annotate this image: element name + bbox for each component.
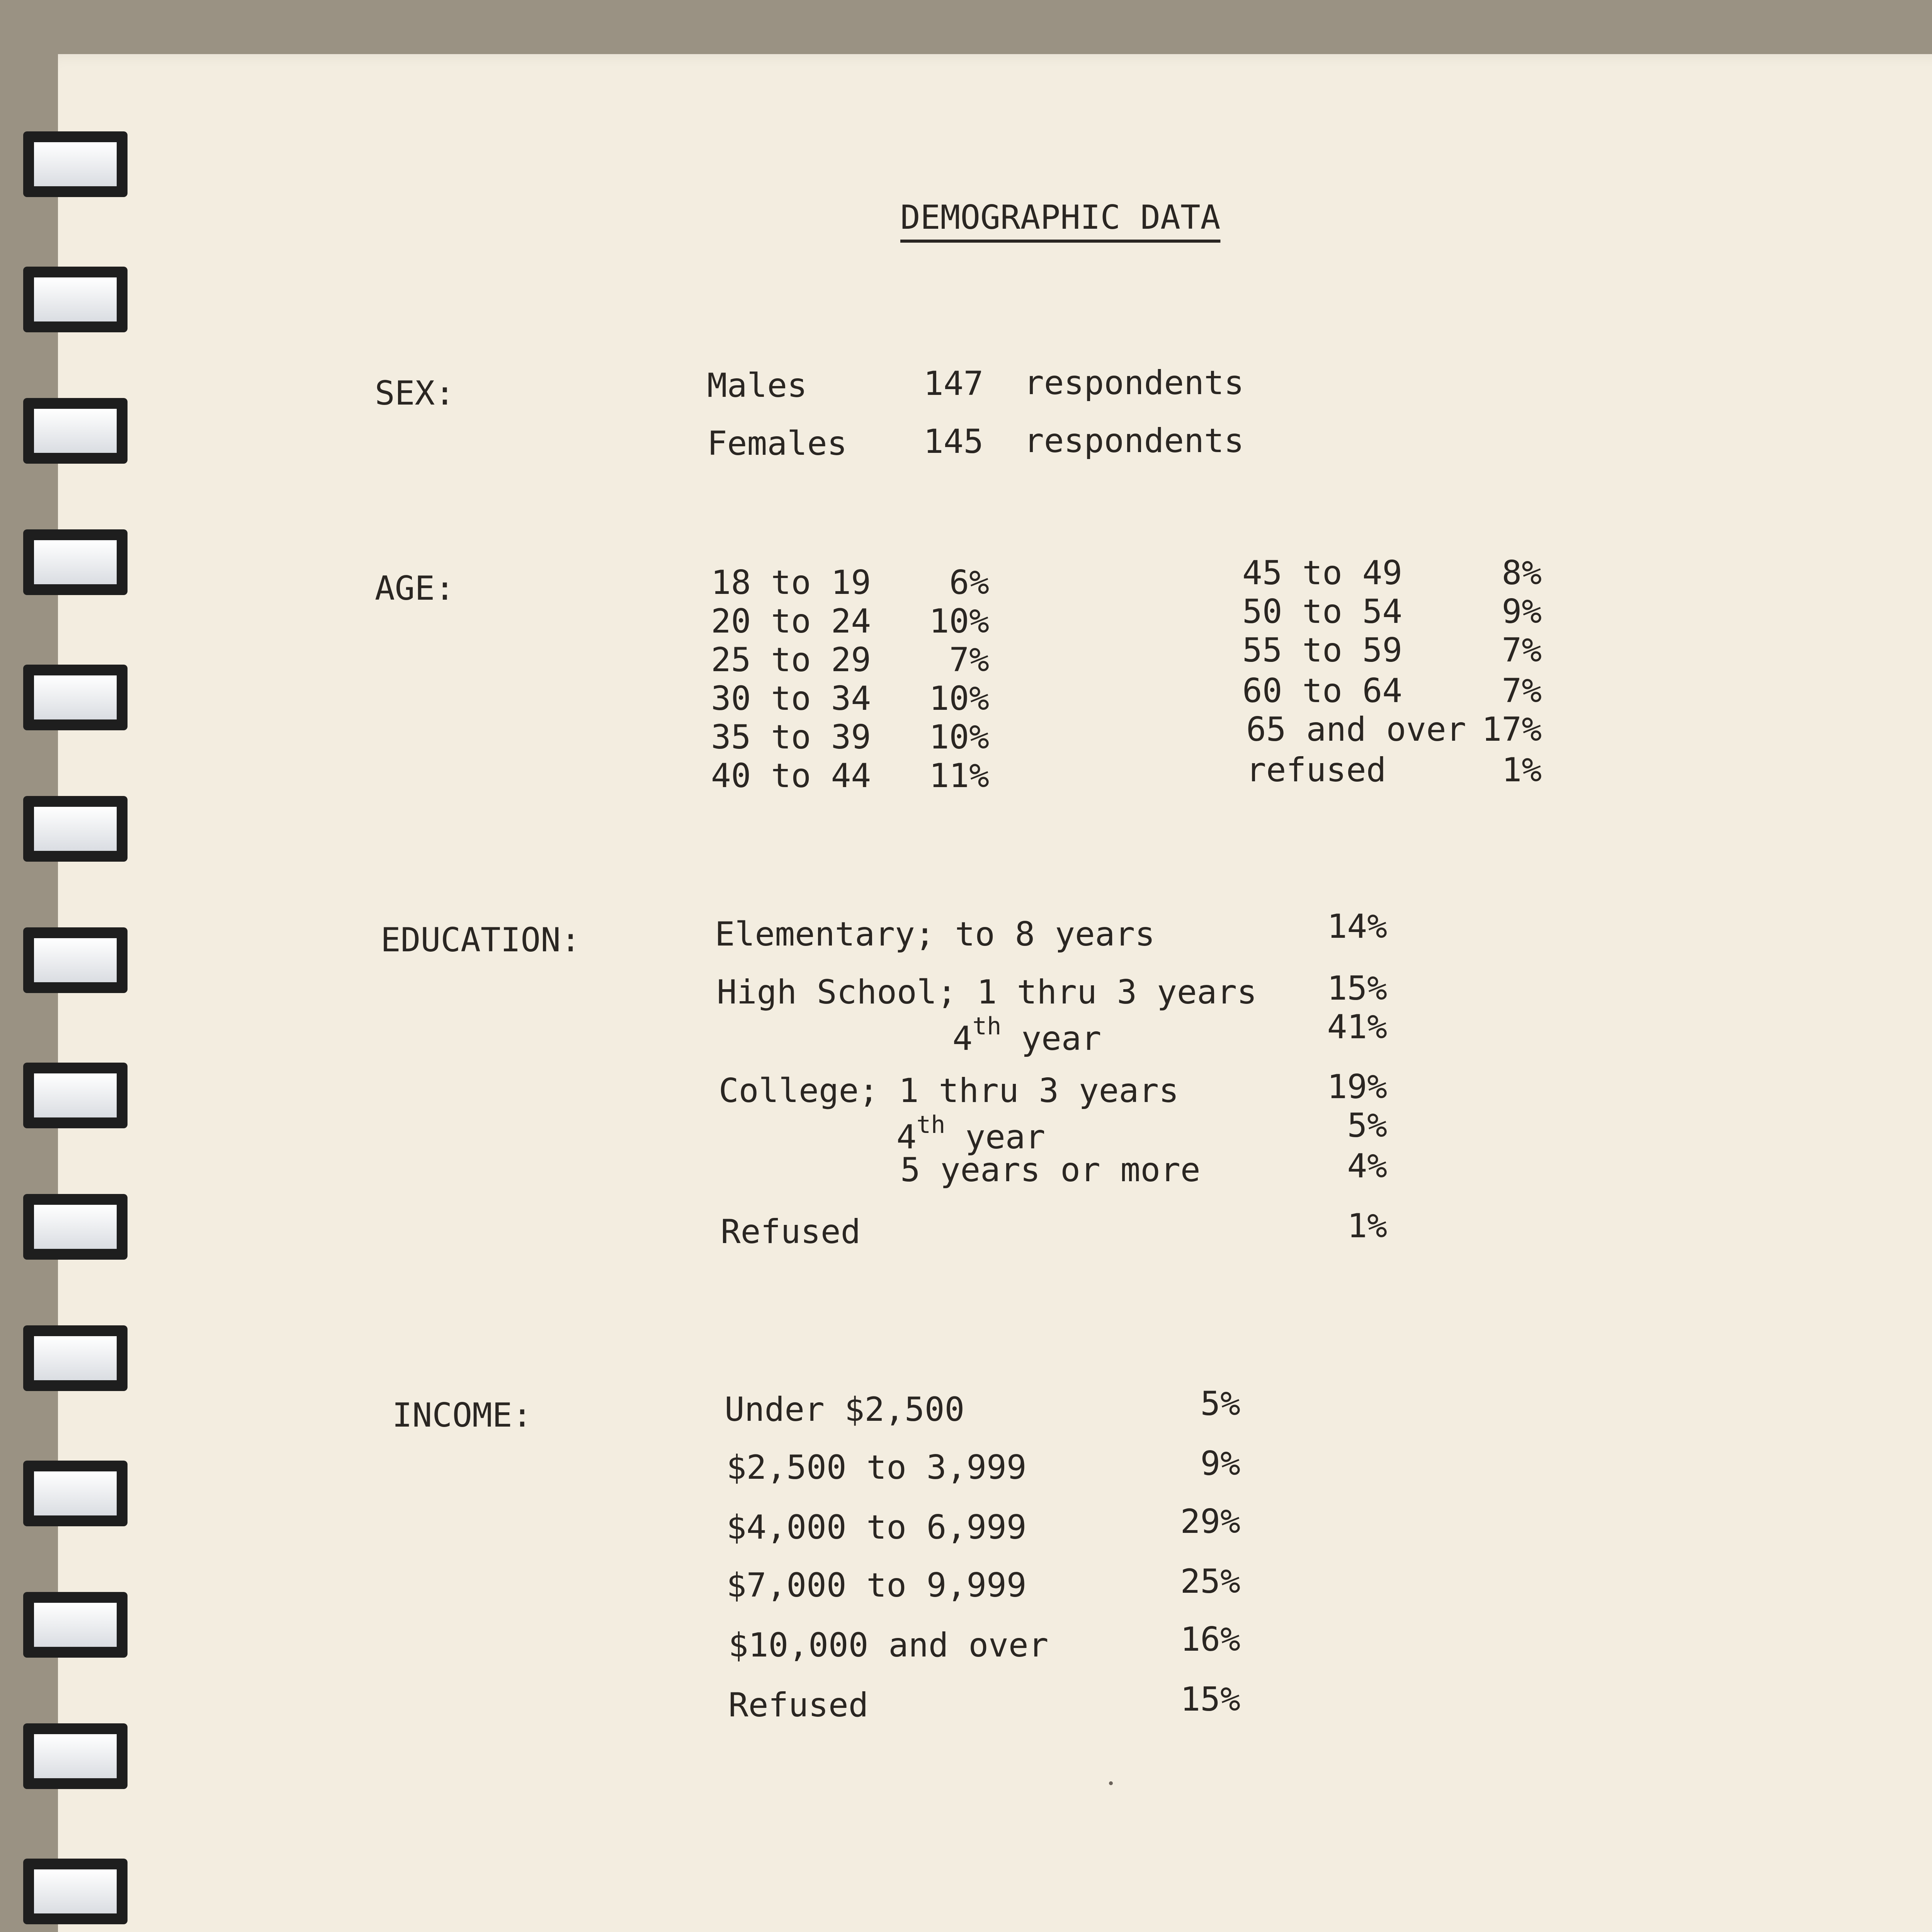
- spiral-binding: [12, 0, 135, 1932]
- age-range: 50 to 54: [1242, 592, 1403, 631]
- age-pct: 17%: [1481, 710, 1542, 749]
- education-pct: 41%: [1327, 1008, 1387, 1046]
- sex-row-label: Males: [707, 366, 807, 405]
- age-range: 25 to 29: [711, 641, 871, 679]
- sex-row-count: 145: [923, 422, 984, 461]
- age-pct: 10%: [929, 679, 989, 718]
- education-level: 5 years or more: [900, 1151, 1201, 1189]
- binding-ring: [23, 796, 128, 862]
- income-range: $10,000 and over: [728, 1626, 1049, 1665]
- education-level: Elementary; to 8 years: [715, 915, 1155, 954]
- age-pct: 8%: [1502, 554, 1542, 592]
- binding-ring: [23, 665, 128, 730]
- income-pct: 5%: [1200, 1384, 1240, 1423]
- age-range: 45 to 49: [1242, 554, 1403, 592]
- age-range: 55 to 59: [1242, 631, 1403, 670]
- page-title: DEMOGRAPHIC DATA: [900, 198, 1221, 237]
- age-pct: 7%: [1502, 672, 1542, 710]
- binding-ring: [23, 131, 128, 197]
- age-pct: 11%: [929, 757, 989, 795]
- income-section-label: INCOME:: [392, 1396, 532, 1435]
- binding-ring: [23, 529, 128, 595]
- age-pct: 7%: [949, 641, 989, 679]
- education-level: 4th year: [952, 1012, 1102, 1058]
- age-pct: 7%: [1502, 631, 1542, 670]
- education-level: College; 1 thru 3 years: [719, 1071, 1179, 1110]
- sex-row-label: Females: [707, 424, 847, 463]
- binding-ring: [23, 927, 128, 993]
- income-pct: 29%: [1180, 1502, 1240, 1541]
- paper-speck: [1109, 1781, 1113, 1785]
- income-range: $7,000 to 9,999: [726, 1566, 1027, 1605]
- binding-ring: [23, 1859, 128, 1924]
- age-range: 40 to 44: [711, 757, 871, 795]
- sex-row-unit: respondents: [1024, 364, 1244, 402]
- income-range: Under $2,500: [724, 1390, 965, 1429]
- education-pct: 4%: [1347, 1147, 1387, 1185]
- binding-ring: [23, 1194, 128, 1260]
- age-range: 18 to 19: [711, 563, 871, 602]
- income-pct: 9%: [1200, 1444, 1240, 1483]
- age-pct: 9%: [1502, 592, 1542, 631]
- income-pct: 15%: [1180, 1680, 1240, 1719]
- education-pct: 1%: [1347, 1207, 1387, 1245]
- binding-ring: [23, 1461, 128, 1526]
- binding-ring: [23, 267, 128, 332]
- income-pct: 16%: [1180, 1620, 1240, 1659]
- age-pct: 1%: [1502, 751, 1542, 789]
- binding-ring: [23, 1063, 128, 1128]
- binding-ring: [23, 1325, 128, 1391]
- education-pct: 15%: [1327, 969, 1387, 1008]
- income-range: Refused: [728, 1686, 869, 1725]
- education-pct: 5%: [1347, 1106, 1387, 1145]
- age-range: 30 to 34: [711, 679, 871, 718]
- education-pct: 14%: [1327, 907, 1387, 946]
- income-range: $2,500 to 3,999: [726, 1448, 1027, 1487]
- binding-ring: [23, 1723, 128, 1789]
- age-pct: 6%: [949, 563, 989, 602]
- age-pct: 10%: [929, 602, 989, 641]
- binding-ring: [23, 398, 128, 464]
- education-level: Refused: [721, 1213, 861, 1251]
- income-pct: 25%: [1180, 1562, 1240, 1601]
- sex-section-label: SEX:: [375, 374, 455, 413]
- age-section-label: AGE:: [375, 569, 455, 608]
- education-level: High School; 1 thru 3 years: [717, 973, 1257, 1012]
- age-range: 20 to 24: [711, 602, 871, 641]
- education-section-label: EDUCATION:: [381, 921, 581, 959]
- age-range: refused: [1246, 751, 1386, 789]
- age-pct: 10%: [929, 718, 989, 757]
- age-range: 65 and over: [1246, 710, 1466, 749]
- income-range: $4,000 to 6,999: [726, 1508, 1027, 1547]
- age-range: 60 to 64: [1242, 672, 1403, 710]
- education-pct: 19%: [1327, 1068, 1387, 1106]
- education-level: 4th year: [896, 1111, 1046, 1156]
- binding-ring: [23, 1592, 128, 1658]
- sex-row-unit: respondents: [1024, 422, 1244, 460]
- age-range: 35 to 39: [711, 718, 871, 757]
- sex-row-count: 147: [923, 364, 984, 403]
